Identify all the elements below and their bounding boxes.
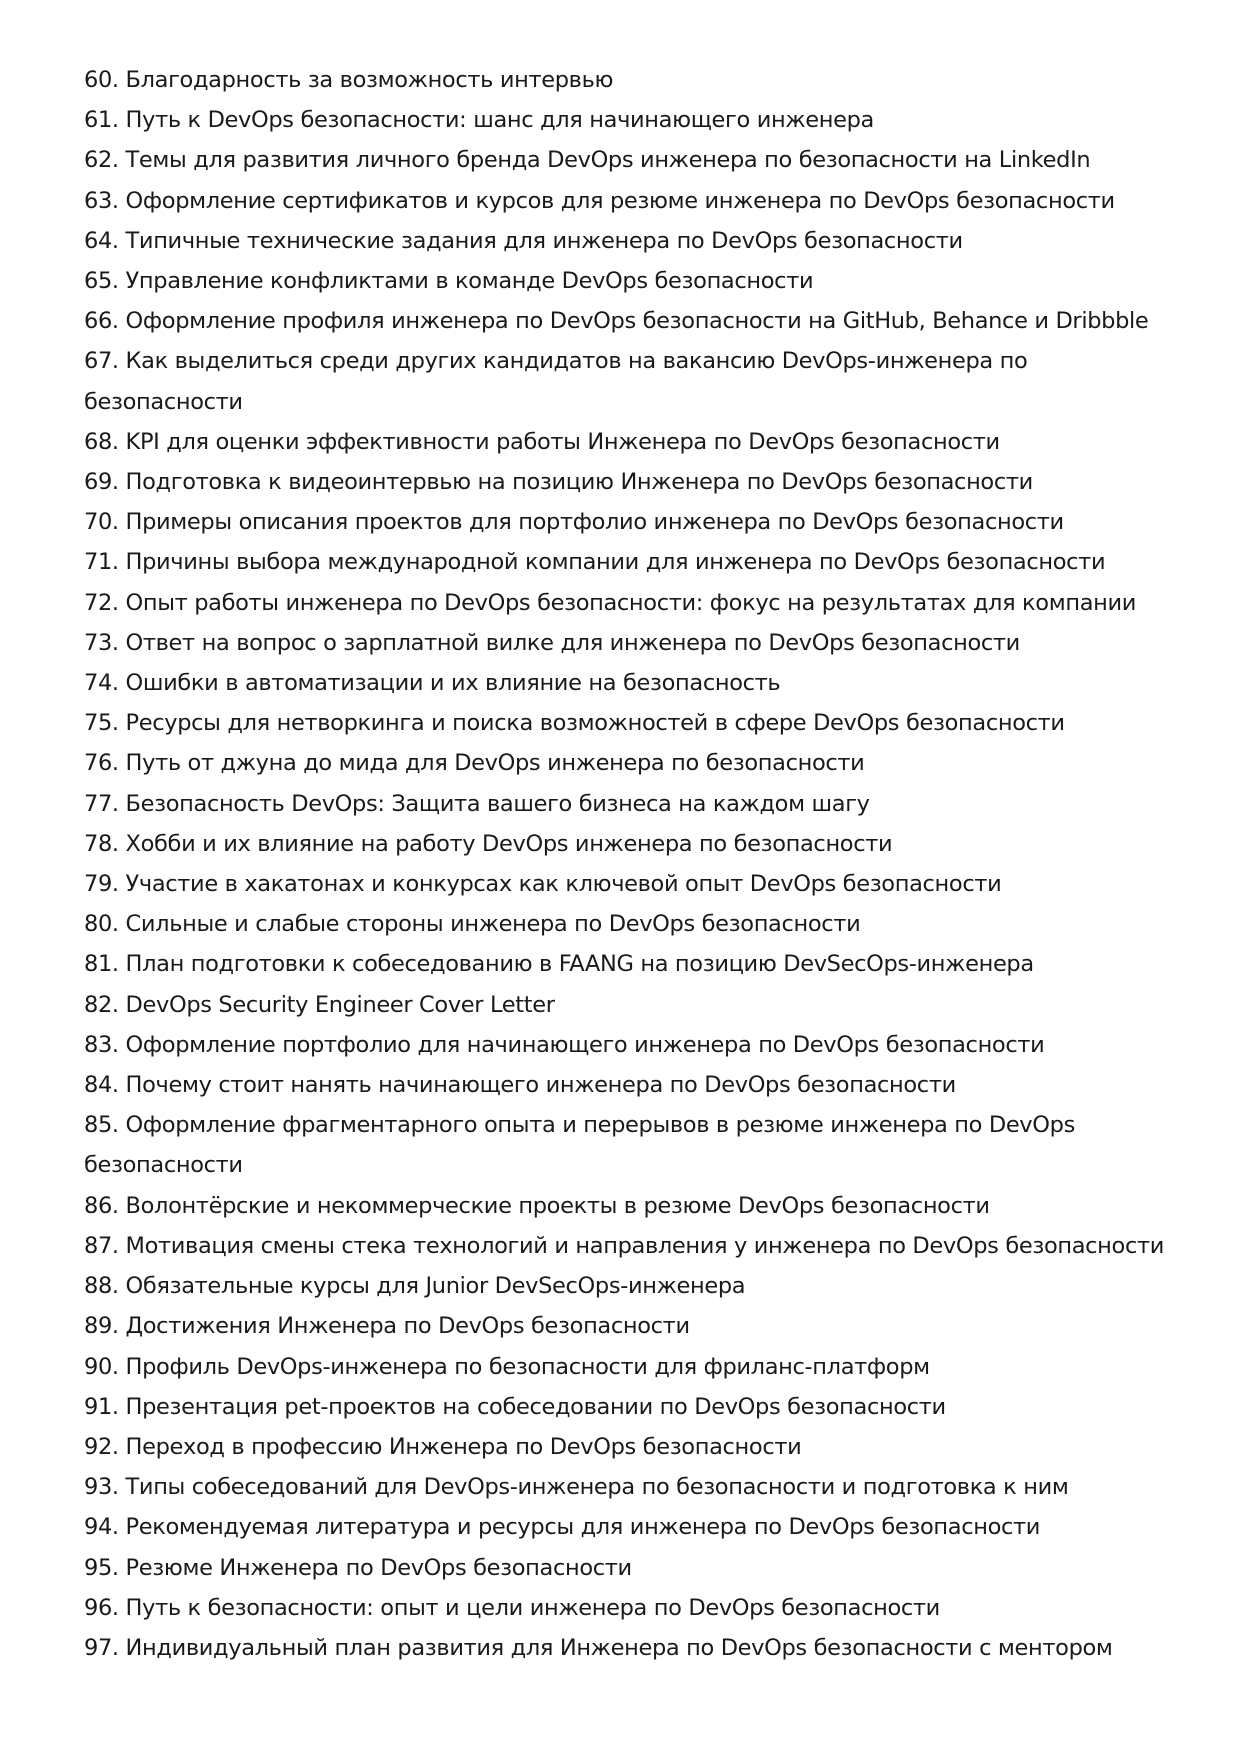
list-item: 85. Оформление фрагментарного опыта и перерывов в резюме инженера по DevOps безопасности bbox=[84, 1112, 1075, 1179]
list-item: 73. Ответ на вопрос о зарплатной вилке для инженера по DevOps безопасности bbox=[84, 629, 1020, 656]
list-item: 92. Переход в профессию Инженера по DevOps безопасности bbox=[84, 1433, 802, 1460]
list-item: 75. Ресурсы для нетворкинга и поиска возможностей в сфере DevOps безопасности bbox=[84, 710, 1065, 737]
list-item: 66. Оформление профиля инженера по DevOps безопасности на GitHub, Behance и Dribbble bbox=[84, 308, 1149, 335]
list-item: 81. План подготовки к собеседованию в FAANG на позицию DevSecOps-инженера bbox=[84, 951, 1034, 978]
list-item: 61. Путь к DevOps безопасности: шанс для начинающего инженера bbox=[84, 107, 874, 134]
list-item: 63. Оформление сертификатов и курсов для резюме инженера по DevOps безопасности bbox=[84, 187, 1115, 214]
list-item: 64. Типичные технические задания для инженера по DevOps безопасности bbox=[84, 227, 963, 254]
list-item: 93. Типы собеседований для DevOps-инженера по безопасности и подготовка к ним bbox=[84, 1474, 1069, 1501]
list-item: 84. Почему стоит нанять начинающего инженера по DevOps безопасности bbox=[84, 1072, 956, 1099]
list-item: 65. Управление конфликтами в команде DevOps безопасности bbox=[84, 268, 814, 295]
list-item: 86. Волонтёрские и некоммерческие проекты в резюме DevOps безопасности bbox=[84, 1192, 990, 1219]
list-item: 72. Опыт работы инженера по DevOps безопасности: фокус на результатах для компании bbox=[84, 589, 1137, 616]
list-item: 77. Безопасность DevOps: Защита вашего бизнеса на каждом шагу bbox=[84, 790, 870, 817]
list-item: 87. Мотивация смены стека технологий и направления у инженера по DevOps безопасности bbox=[84, 1232, 1165, 1259]
list-item: 70. Примеры описания проектов для портфолио инженера по DevOps безопасности bbox=[84, 509, 1064, 536]
list-item: 83. Оформление портфолио для начинающего инженера по DevOps безопасности bbox=[84, 1031, 1045, 1058]
list-item: 71. Причины выбора международной компании для инженера по DevOps безопасности bbox=[84, 549, 1106, 576]
list-item: 89. Достижения Инженера по DevOps безопасности bbox=[84, 1313, 690, 1340]
list-item: 68. KPI для оценки эффективности работы Инженера по DevOps безопасности bbox=[84, 428, 1000, 455]
list-item: 62. Темы для развития личного бренда DevOps инженера по безопасности на LinkedIn bbox=[84, 147, 1091, 174]
list-item: 67. Как выделиться среди других кандидатов на вакансию DevOps-инженера по безопасности bbox=[84, 348, 1028, 415]
topic-list bbox=[84, 60, 1179, 1668]
list-item: 82. DevOps Security Engineer Cover Letter bbox=[84, 991, 555, 1018]
list-item: 95. Резюме Инженера по DevOps безопасности bbox=[84, 1554, 632, 1581]
list-item: 60. Благодарность за возможность интервью bbox=[84, 67, 614, 93]
list-item: 94. Рекомендуемая литература и ресурсы для инженера по DevOps безопасности bbox=[84, 1514, 1041, 1541]
list-item: 90. Профиль DevOps-инженера по безопасности для фриланс-платформ bbox=[84, 1353, 930, 1380]
list-item: 97. Индивидуальный план развития для Инженера по DevOps безопасности с ментором bbox=[84, 1634, 1113, 1661]
list-item: 96. Путь к безопасности: опыт и цели инженера по DevOps безопасности bbox=[84, 1594, 940, 1621]
list-item: 74. Ошибки в автоматизации и их влияние на безопасность bbox=[84, 670, 781, 697]
list-item: 69. Подготовка к видеоинтервью на позицию Инженера по DevOps безопасности bbox=[84, 469, 1033, 496]
list-item: 80. Сильные и слабые стороны инженера по DevOps безопасности bbox=[84, 911, 861, 938]
list-item: 88. Обязательные курсы для Junior DevSecOps-инженера bbox=[84, 1273, 746, 1300]
list-item: 76. Путь от джуна до мида для DevOps инженера по безопасности bbox=[84, 750, 865, 777]
list-item: 79. Участие в хакатонах и конкурсах как ключевой опыт DevOps безопасности bbox=[84, 871, 1002, 898]
list-item: 78. Хобби и их влияние на работу DevOps инженера по безопасности bbox=[84, 830, 893, 857]
list-item: 91. Презентация pet-проектов на собеседовании по DevOps безопасности bbox=[84, 1393, 946, 1420]
